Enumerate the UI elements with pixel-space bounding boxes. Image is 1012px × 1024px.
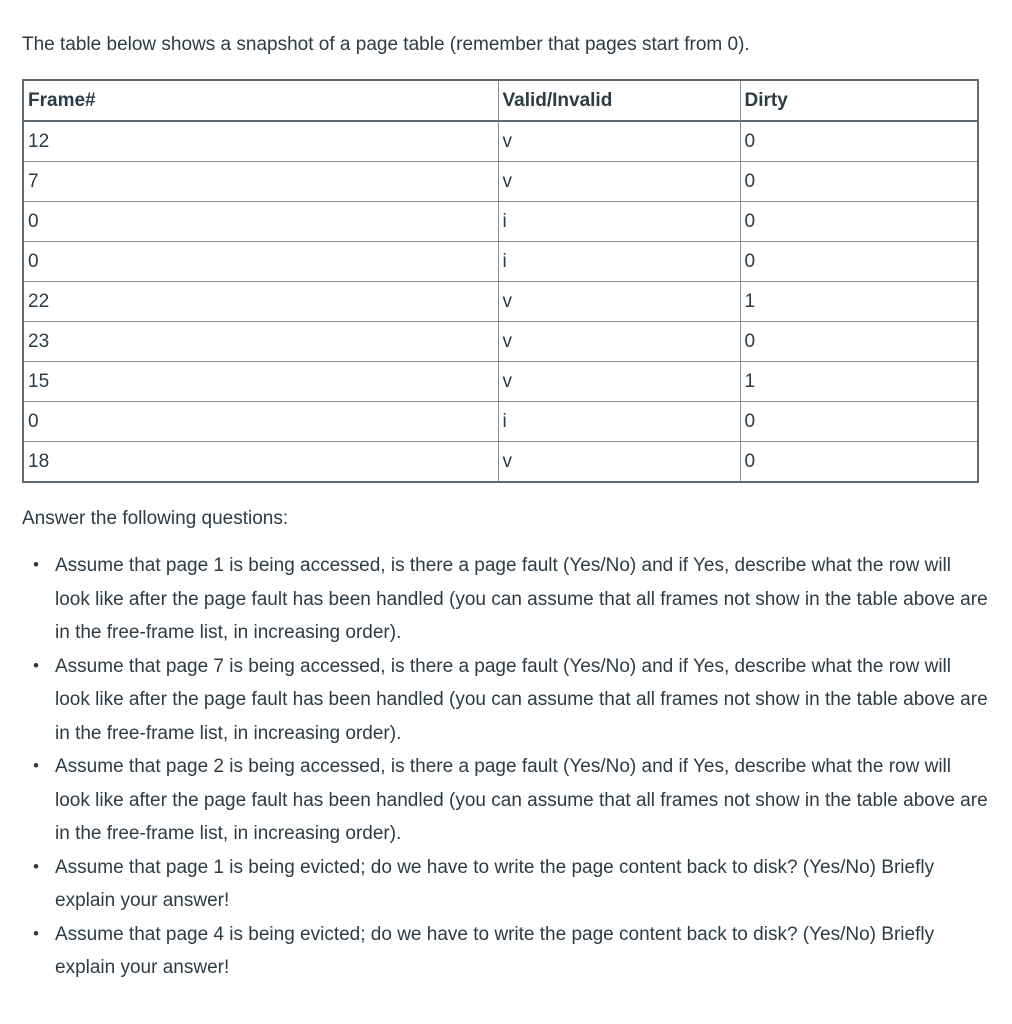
cell-frame: 23 (23, 322, 498, 362)
question-text: Assume that page 1 is being accessed, is there a page fault (Yes/No) and if Yes, describe what the row will look like after the page fault has been handled (you can assume that all frames not show in the table above are in the free-frame list, in increasing order). (55, 555, 988, 643)
cell-dirty: 1 (740, 362, 978, 402)
intro-text: The table below shows a snapshot of a page table (remember that pages start from 0). (22, 34, 750, 55)
list-item (33, 549, 990, 650)
bullet-icon: • (33, 555, 39, 574)
cell-dirty: 0 (740, 322, 978, 362)
table-row (23, 202, 978, 242)
cell-frame: 15 (23, 362, 498, 402)
list-item (33, 851, 990, 918)
cell-dirty: 1 (740, 282, 978, 322)
cell-valid: v (498, 322, 740, 362)
table-row (23, 442, 978, 483)
column-header-frame: Frame# (23, 80, 498, 121)
cell-valid: v (498, 121, 740, 162)
questions-heading: Answer the following questions: (22, 508, 289, 529)
cell-valid: v (498, 442, 740, 483)
cell-valid: i (498, 202, 740, 242)
cell-dirty: 0 (740, 162, 978, 202)
question-text: Assume that page 2 is being accessed, is there a page fault (Yes/No) and if Yes, describe what the row will look like after the page fault has been handled (you can assume that all frames not show in the table above are in the free-frame list, in increasing order). (55, 756, 988, 844)
cell-dirty: 0 (740, 242, 978, 282)
cell-frame: 12 (23, 121, 498, 162)
bullet-icon: • (33, 856, 39, 876)
cell-frame: 7 (23, 162, 498, 202)
cell-frame: 0 (23, 242, 498, 282)
bullet-icon: • (33, 756, 39, 775)
table-row (23, 282, 978, 322)
cell-frame: 22 (23, 282, 498, 322)
question-list (22, 549, 990, 985)
page-table (22, 79, 979, 483)
cell-dirty: 0 (740, 402, 978, 442)
cell-valid: i (498, 402, 740, 442)
table-row (23, 162, 978, 202)
cell-frame: 0 (23, 402, 498, 442)
cell-dirty: 0 (740, 121, 978, 162)
table-row (23, 322, 978, 362)
list-item (33, 650, 990, 751)
cell-valid: v (498, 162, 740, 202)
cell-valid: v (498, 282, 740, 322)
cell-dirty: 0 (740, 202, 978, 242)
cell-valid: v (498, 362, 740, 402)
table-row (23, 242, 978, 282)
table-row (23, 402, 978, 442)
table-row (23, 121, 978, 162)
column-header-valid-invalid: Valid/Invalid (498, 80, 740, 121)
question-text: Assume that page 4 is being evicted; do we have to write the page content back to disk? (Yes/No) Briefly explain your answer! (55, 923, 935, 978)
cell-frame: 0 (23, 202, 498, 242)
cell-frame: 18 (23, 442, 498, 483)
question-text: Assume that page 7 is being accessed, is there a page fault (Yes/No) and if Yes, describe what the row will look like after the page fault has been handled (you can assume that all frames not show in the table above are in the free-frame list, in increasing order). (55, 655, 988, 744)
table-header-row (23, 80, 978, 121)
list-item (33, 918, 990, 985)
cell-dirty: 0 (740, 442, 978, 483)
table-row (23, 362, 978, 402)
list-item (33, 750, 990, 851)
bullet-icon: • (33, 655, 39, 675)
bullet-icon: • (33, 923, 39, 943)
question-text: Assume that page 1 is being evicted; do we have to write the page content back to disk? (Yes/No) Briefly explain your answer! (55, 856, 935, 911)
cell-valid: i (498, 242, 740, 282)
column-header-dirty: Dirty (740, 80, 978, 121)
